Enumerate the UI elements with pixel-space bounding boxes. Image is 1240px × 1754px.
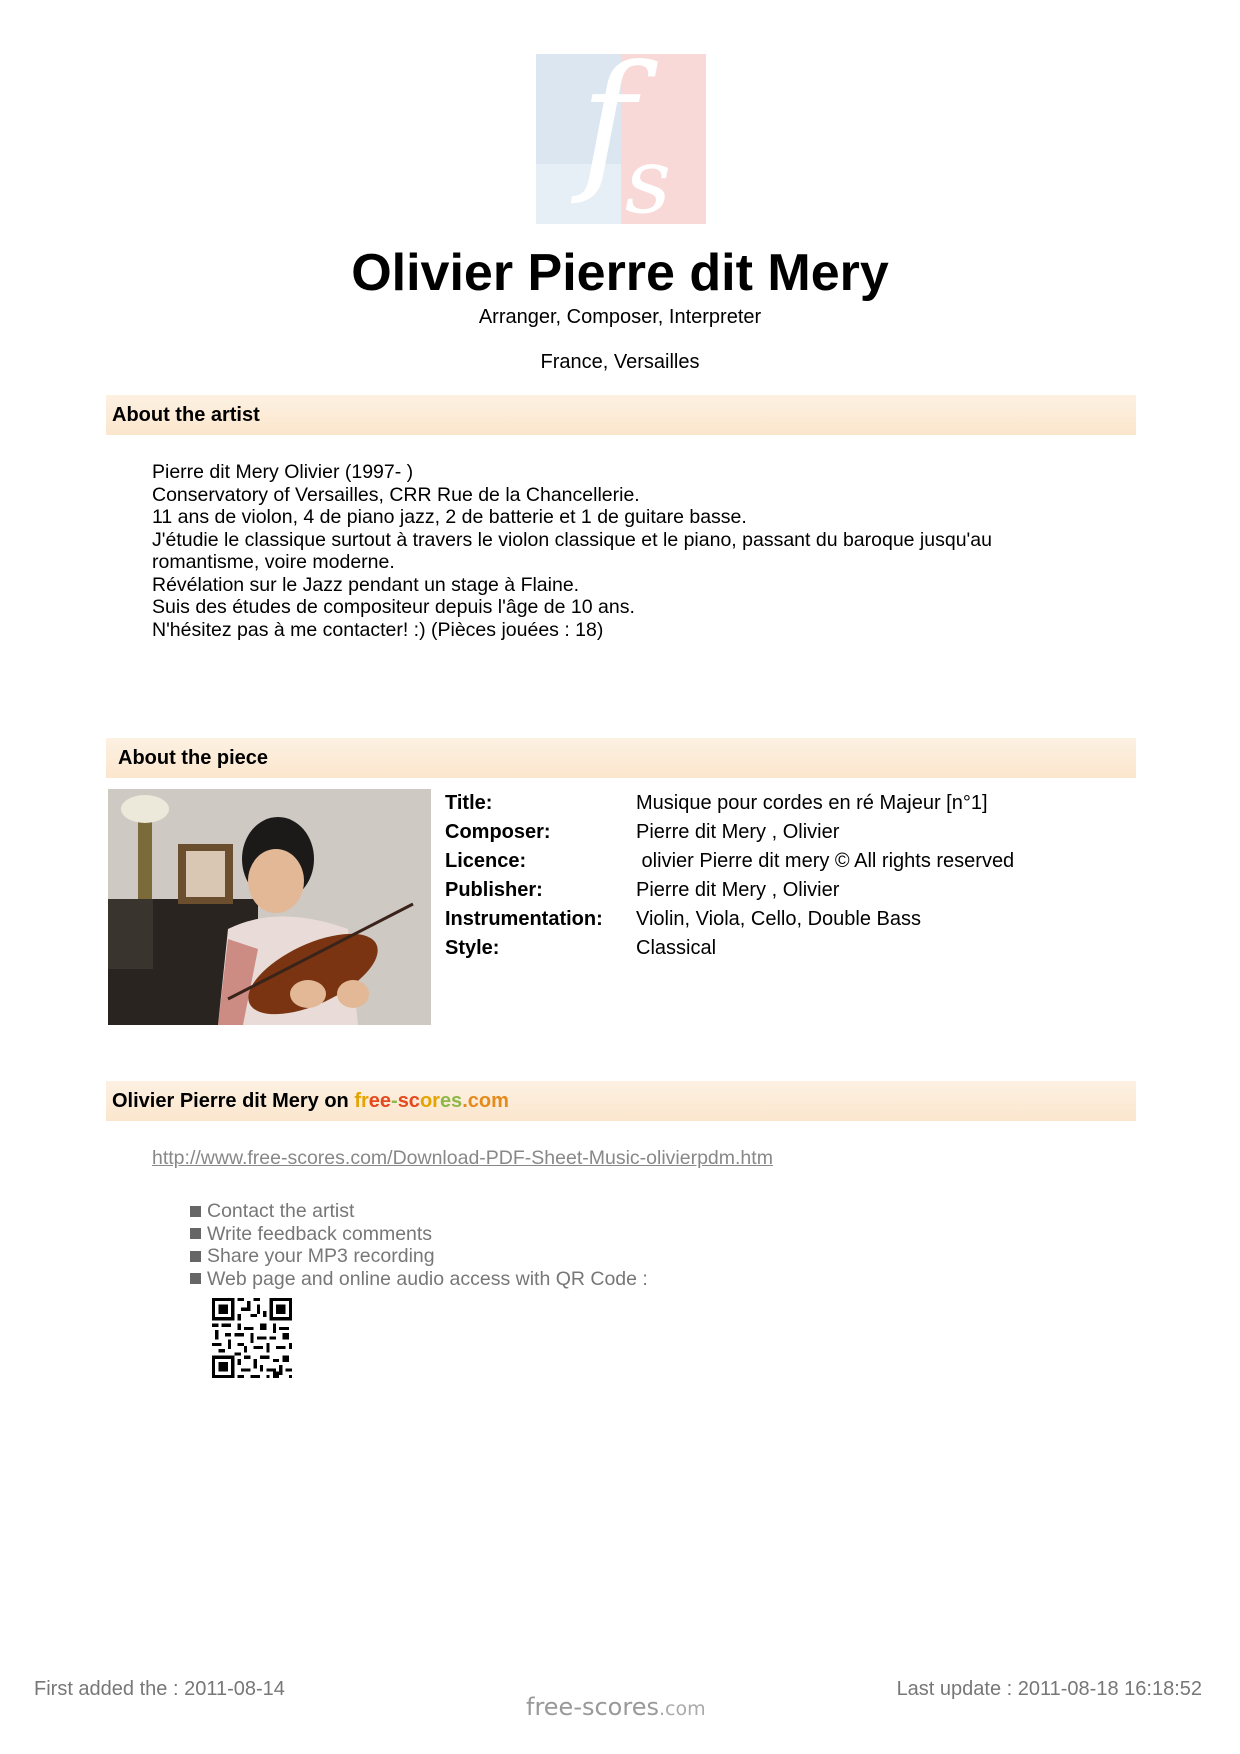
footer-brand-domain: .com	[658, 1698, 706, 1720]
brand-part: ee	[368, 1089, 392, 1112]
detail-label: Instrumentation:	[445, 908, 603, 930]
first-added-date: First added the : 2011-08-14	[34, 1678, 285, 1700]
links-header-label: Olivier Pierre dit Mery on	[112, 1089, 355, 1112]
section-header-about-artist: About the artist	[106, 395, 1136, 435]
brand-part: -	[391, 1089, 398, 1112]
detail-row-title	[445, 789, 1014, 818]
detail-value: Pierre dit Mery , Olivier	[636, 879, 840, 901]
bullet-icon	[190, 1206, 201, 1217]
bullet-icon	[190, 1228, 201, 1239]
bio-line: Révélation sur le Jazz pendant un stage à Flaine.	[152, 573, 580, 596]
detail-row-composer	[445, 818, 1014, 847]
bio-line: J'étudie le classique surtout à travers le violon classique et le piano, passant du baroque jusqu'au	[152, 528, 992, 551]
brand-part: or	[419, 1089, 440, 1112]
free-scores-brand[interactable]	[354, 1090, 509, 1113]
bio-line: Suis des études de compositeur depuis l'âge de 10 ans.	[152, 596, 635, 618]
action-label: Write feedback comments	[207, 1222, 433, 1245]
detail-label: Title:	[445, 792, 493, 814]
section-header-links	[106, 1081, 1136, 1121]
artist-roles: Arranger, Composer, Interpreter	[478, 306, 762, 328]
qr-code-icon[interactable]	[212, 1298, 292, 1378]
action-list	[190, 1200, 648, 1290]
free-scores-logo-icon	[536, 54, 706, 224]
detail-label: Publisher:	[445, 879, 543, 901]
detail-value: Pierre dit Mery , Olivier	[636, 821, 840, 843]
footer-brand-logo	[526, 1693, 706, 1721]
last-update-date: Last update : 2011-08-18 16:18:52	[896, 1678, 1202, 1700]
artist-page-link[interactable]: http://www.free-scores.com/Download-PDF-Sheet-Music-olivierpdm.htm	[152, 1147, 773, 1169]
svg-text:s: s	[624, 129, 672, 224]
bio-line: Conservatory of Versailles, CRR Rue de la Chancellerie.	[152, 483, 640, 506]
svg-text:f: f	[580, 54, 636, 208]
violinist-photo	[108, 789, 431, 1025]
detail-value: olivier Pierre dit mery © All rights reserved	[636, 850, 1015, 872]
bio-line: N'hésitez pas à me contacter! :) (Pièces jouées : 18)	[152, 618, 604, 641]
bio-line: Pierre dit Mery Olivier (1997- )	[152, 461, 414, 483]
detail-row-licence	[445, 847, 1014, 876]
bullet-icon	[190, 1273, 201, 1284]
brand-part: fr	[354, 1089, 369, 1112]
detail-label: Licence:	[445, 850, 527, 872]
artist-name: Olivier Pierre dit Mery	[351, 244, 889, 302]
bio-line: 11 ans de violon, 4 de piano jazz, 2 de batterie et 1 de guitare basse.	[152, 506, 747, 528]
detail-row-instrumentation	[445, 905, 1014, 934]
detail-row-publisher	[445, 876, 1014, 905]
action-label: Contact the artist	[207, 1200, 355, 1222]
detail-label: Composer:	[445, 821, 551, 843]
brand-part: .com	[462, 1089, 509, 1112]
footer-brand-main: free-scores	[526, 1693, 659, 1721]
brand-part: sc	[397, 1089, 420, 1112]
detail-value: Musique pour cordes en ré Majeur [n°1]	[636, 792, 988, 814]
detail-row-style	[445, 934, 1014, 963]
artist-location: France, Versailles	[540, 351, 700, 373]
detail-value: Classical	[636, 937, 717, 959]
piece-details	[445, 789, 1014, 963]
share-mp3-link[interactable]	[190, 1245, 648, 1268]
action-label: Share your MP3 recording	[207, 1245, 435, 1267]
bullet-icon	[190, 1251, 201, 1262]
detail-value: Violin, Viola, Cello, Double Bass	[636, 908, 921, 930]
brand-part: es	[439, 1089, 463, 1112]
action-label: Web page and online audio access with QR Code :	[207, 1267, 648, 1290]
detail-label: Style:	[445, 937, 500, 959]
bio-line: romantisme, voire moderne.	[152, 551, 395, 573]
artist-bio	[152, 461, 1092, 641]
write-feedback-link[interactable]	[190, 1223, 648, 1246]
qr-code-access-link[interactable]	[190, 1268, 648, 1291]
contact-artist-link[interactable]	[190, 1200, 648, 1223]
section-header-about-piece: About the piece	[106, 738, 1136, 778]
